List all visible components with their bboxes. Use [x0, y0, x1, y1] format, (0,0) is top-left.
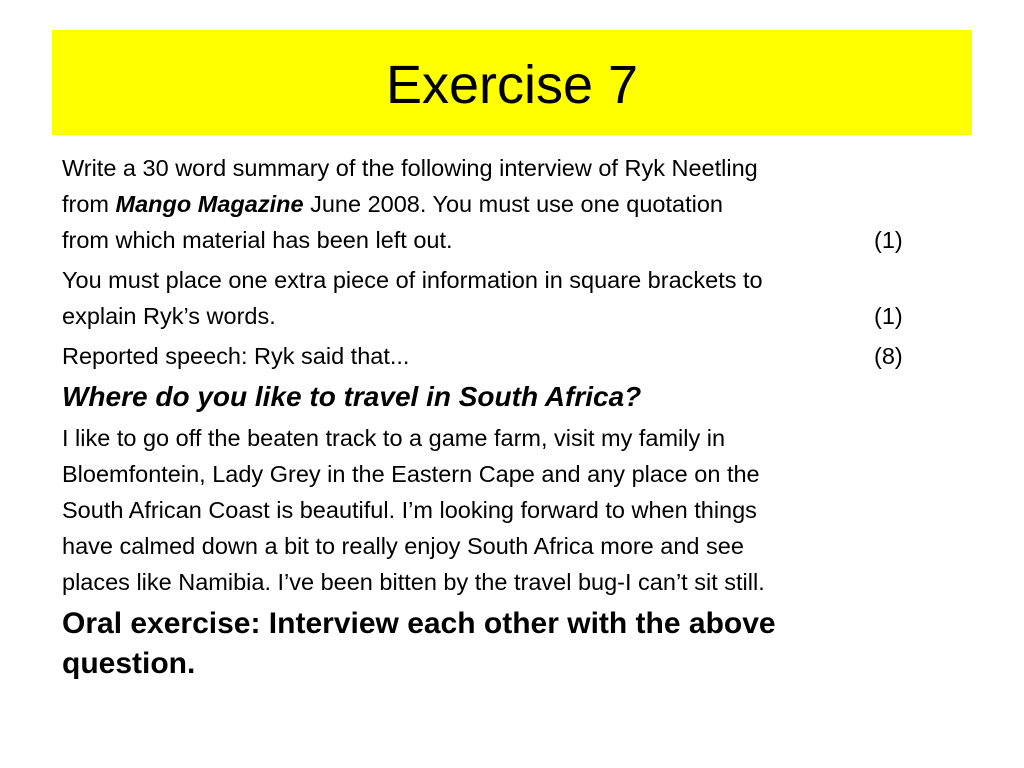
instruction-brackets-line-2-text: explain Ryk’s words.: [62, 303, 276, 329]
oral-exercise-line-1: Oral exercise: Interview each other with the above: [62, 607, 776, 640]
slide-title: Exercise 7: [385, 54, 639, 115]
answer-line: Bloemfontein, Lady Grey in the Eastern Cape and any place on the: [62, 461, 760, 487]
answer-line: South African Coast is beautiful. I’m looking forward to when things: [62, 497, 757, 523]
instruction-brackets-line-2: explain Ryk’s words. (1): [100, 298, 962, 334]
interview-question: Where do you like to travel in South Africa?: [62, 381, 642, 412]
instruction-summary-line-3-text: from which material has been left out.: [62, 227, 453, 253]
answer-line: places like Namibia. I’ve been bitten by the travel bug-I can’t sit still.: [62, 569, 765, 595]
instruction-reported-speech-text: Reported speech: Ryk said that...: [62, 343, 410, 369]
instruction-brackets: [62, 262, 962, 334]
magazine-name: Mango Magazine: [115, 191, 304, 217]
instruction-reported-speech-line: Reported speech: Ryk said that... (8): [100, 338, 962, 374]
instruction-reported-speech: [62, 338, 962, 374]
slide-body: [62, 150, 962, 684]
interview-answer: [62, 420, 962, 600]
instruction-summary-line-2-pre: from: [62, 191, 116, 217]
answer-line: have calmed down a bit to really enjoy South Africa more and see: [62, 533, 744, 559]
oral-exercise-line-2: question.: [62, 647, 196, 680]
oral-exercise: [62, 604, 962, 684]
instruction-summary-line-3: from which material has been left out. (1): [100, 222, 962, 258]
instruction-summary-line-2-post: June 2008. You must use one quotation: [303, 191, 723, 217]
instruction-brackets-line-1: You must place one extra piece of information in square brackets to: [62, 267, 763, 293]
instruction-summary-line-1: Write a 30 word summary of the following interview of Ryk Neetling: [62, 155, 758, 181]
title-banner: [52, 30, 972, 135]
instruction-summary: [62, 150, 962, 258]
answer-line: I like to go off the beaten track to a game farm, visit my family in: [62, 425, 726, 451]
instruction-summary-line-2: [62, 186, 962, 222]
